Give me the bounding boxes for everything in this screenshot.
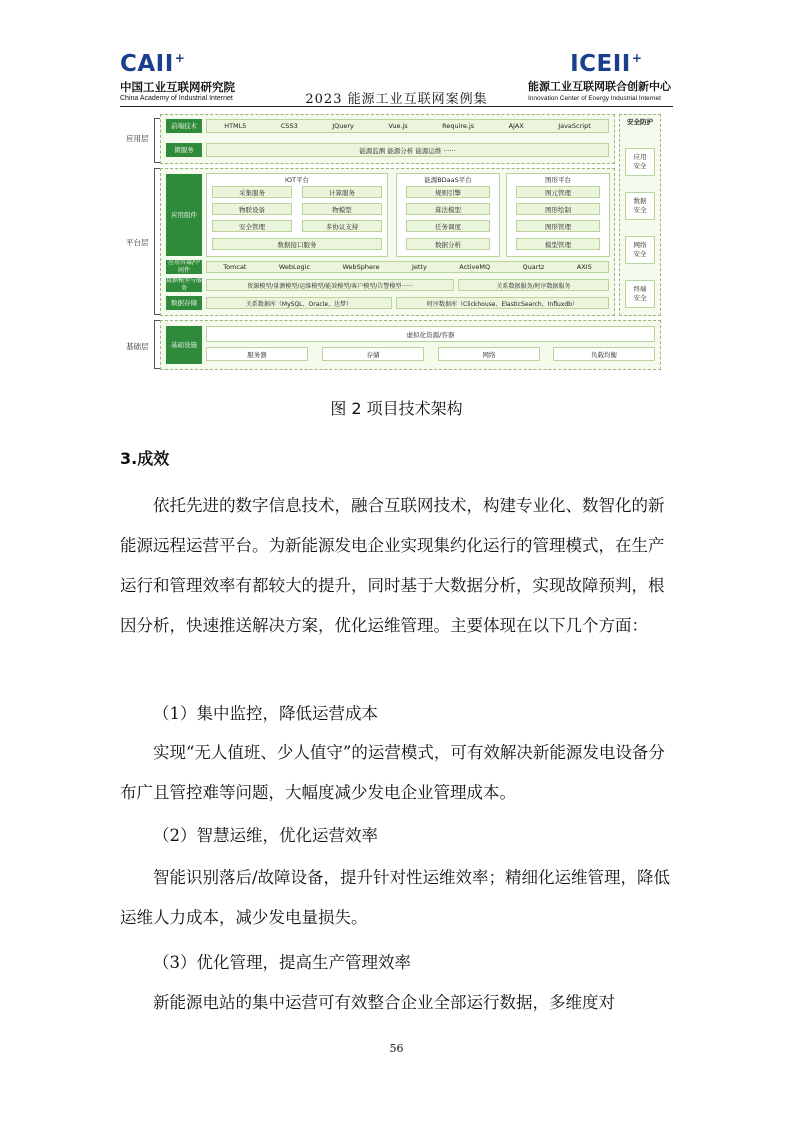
bdaas-item: 算法模型 <box>406 203 490 215</box>
header-rule <box>120 106 673 107</box>
layer-label-platform: 平台层 <box>126 238 149 247</box>
infra-item: 存储 <box>322 347 424 361</box>
virtual-resource-bar: 虚拟化资源/容器 <box>206 326 655 342</box>
caii-logo-plus: + <box>174 51 185 65</box>
microservice-row: 能源监测 能源分析 能源运维 ······ <box>206 143 609 157</box>
middleware-item: ActiveMQ <box>459 263 491 271</box>
data-service-item: 关系数据服务/时序数据服务 <box>458 279 609 291</box>
frontend-tech-row <box>206 119 609 133</box>
bdaas-platform-title: 能源BDaaS平台 <box>424 176 472 184</box>
security-item: 终端安全 <box>625 280 655 308</box>
frontend-label: 前端技术 <box>166 119 202 133</box>
infra-label: 基础设施 <box>166 326 202 364</box>
middleware-label: 应用容器/中间件 <box>167 259 201 274</box>
iceii-logo-plus: + <box>631 51 642 65</box>
item1-text: 实现“无人值班、少人值守”的运营模式，可有效解决新能源发电设备分布广且管控难等问题，大幅度减少发电企业管理成本。 <box>120 743 665 802</box>
caii-org-name-cn: 中国工业互联网研究院 <box>120 80 235 94</box>
item2-text: 智能识别落后/故障设备，提升针对性运维效率；精细化运维管理，降低运维人力成本，减少发电量损失。 <box>120 868 671 927</box>
tech-item: AJAX <box>508 122 524 130</box>
item3-title: （3）优化管理，提高生产管理效率 <box>153 953 411 972</box>
iot-item: 物联设备 <box>212 203 292 215</box>
middleware-item: Quartz <box>522 263 545 271</box>
data-model-label: 数据模型与服务 <box>166 277 203 292</box>
microservice-label: 微服务 <box>166 143 202 157</box>
components-label: 应用组件 <box>166 174 202 256</box>
iceii-logo-block <box>528 52 678 103</box>
relational-db-item: 关系数据库（MySQL、Oracle、达梦） <box>206 297 392 309</box>
bracket-app <box>154 118 155 162</box>
page-number: 56 <box>389 1042 404 1055</box>
iceii-logo-mark: ICEII <box>570 51 631 77</box>
middleware-item: Jetty <box>411 263 427 271</box>
item3-text: 新能源电站的集中运营可有效整合企业全部运行数据，多维度对 <box>153 993 615 1012</box>
middleware-item: WebSphere <box>342 263 380 271</box>
layer-label-app: 应用层 <box>126 134 149 143</box>
middleware-row <box>206 261 609 273</box>
book-title: 2023 能源工业互联网案例集 <box>305 92 488 107</box>
iot-item: 物模型 <box>302 203 382 215</box>
iot-item: 安全管理 <box>212 220 292 232</box>
caii-org-name-en: China Academy of Industrial Internet <box>120 95 233 102</box>
architecture-diagram <box>120 114 673 370</box>
figure-caption: 图 2 项目技术架构 <box>330 399 463 418</box>
item1-title: （1）集中监控，降低运营成本 <box>153 704 378 723</box>
iot-item: 计算服务 <box>302 186 382 198</box>
iceii-org-name-en: Innovation Center of Energy Industrial Internet <box>528 95 661 102</box>
data-model-item: 资源模型/量测模型/运维模型/能效模型/客户模型/告警模型······ <box>206 279 454 291</box>
graphic-item: 模型管理 <box>516 238 600 250</box>
bdaas-item: 任务调度 <box>406 220 490 232</box>
security-item: 数据安全 <box>625 192 655 220</box>
bracket-platform <box>154 168 155 314</box>
security-item: 应用安全 <box>625 148 655 176</box>
tech-item: Require.js <box>442 122 475 130</box>
graphic-item: 图元管理 <box>516 186 600 198</box>
caii-logo <box>120 52 260 78</box>
item2-title: （2）智慧运维，优化运营效率 <box>153 826 378 845</box>
tech-item: JQuery <box>332 122 354 130</box>
security-title: 安全防护 <box>627 118 653 126</box>
security-item: 网络安全 <box>625 236 655 264</box>
tech-item: Vue.js <box>388 122 408 130</box>
bdaas-item: 规则引擎 <box>406 186 490 198</box>
section-title: 3.成效 <box>120 449 170 468</box>
iot-item: 多协议支持 <box>302 220 382 232</box>
timeseries-db-item: 时序数据库（Clickhouse、ElasticSearch、Influxdb） <box>396 297 609 309</box>
storage-label: 数据存储 <box>166 296 202 310</box>
bdaas-item: 数据分析 <box>406 238 490 250</box>
middleware-item: AXIS <box>576 263 592 271</box>
layer-label-infra: 基础层 <box>126 342 149 351</box>
graphic-platform-title: 图形平台 <box>545 176 571 184</box>
infra-item: 服务器 <box>206 347 308 361</box>
middleware-item: Tomcat <box>223 263 247 271</box>
tech-item: HTML5 <box>224 122 247 130</box>
paragraph-intro: 依托先进的数字信息技术，融合互联网技术，构建专业化、数智化的新能源远程运营平台。为新能源发电企业实现集约化运行的管理模式，在生产运行和管理效率有都较大的提升，同时基于大数据分析，实现故障预判，根因分析，快速推送解决方案，优化运维管理。主要体现在以下几个方面： <box>120 496 665 635</box>
infra-item: 网络 <box>438 347 540 361</box>
iot-data-interface: 数据接口服务 <box>212 238 382 250</box>
iceii-logo <box>528 52 678 78</box>
iceii-org-name-cn: 能源工业互联网联合创新中心 <box>528 80 671 93</box>
caii-logo-mark: CAII <box>120 51 174 77</box>
infra-item: 负载均衡 <box>553 347 655 361</box>
iot-platform-title: IOT平台 <box>284 176 309 184</box>
bracket-infra <box>154 320 155 368</box>
tech-item: CSS3 <box>280 122 298 130</box>
tech-item: JavaScript <box>558 122 591 130</box>
middleware-item: WebLogic <box>278 263 311 271</box>
iot-item: 采集服务 <box>212 186 292 198</box>
graphic-item: 图形绘制 <box>516 203 600 215</box>
graphic-item: 图形管理 <box>516 220 600 232</box>
